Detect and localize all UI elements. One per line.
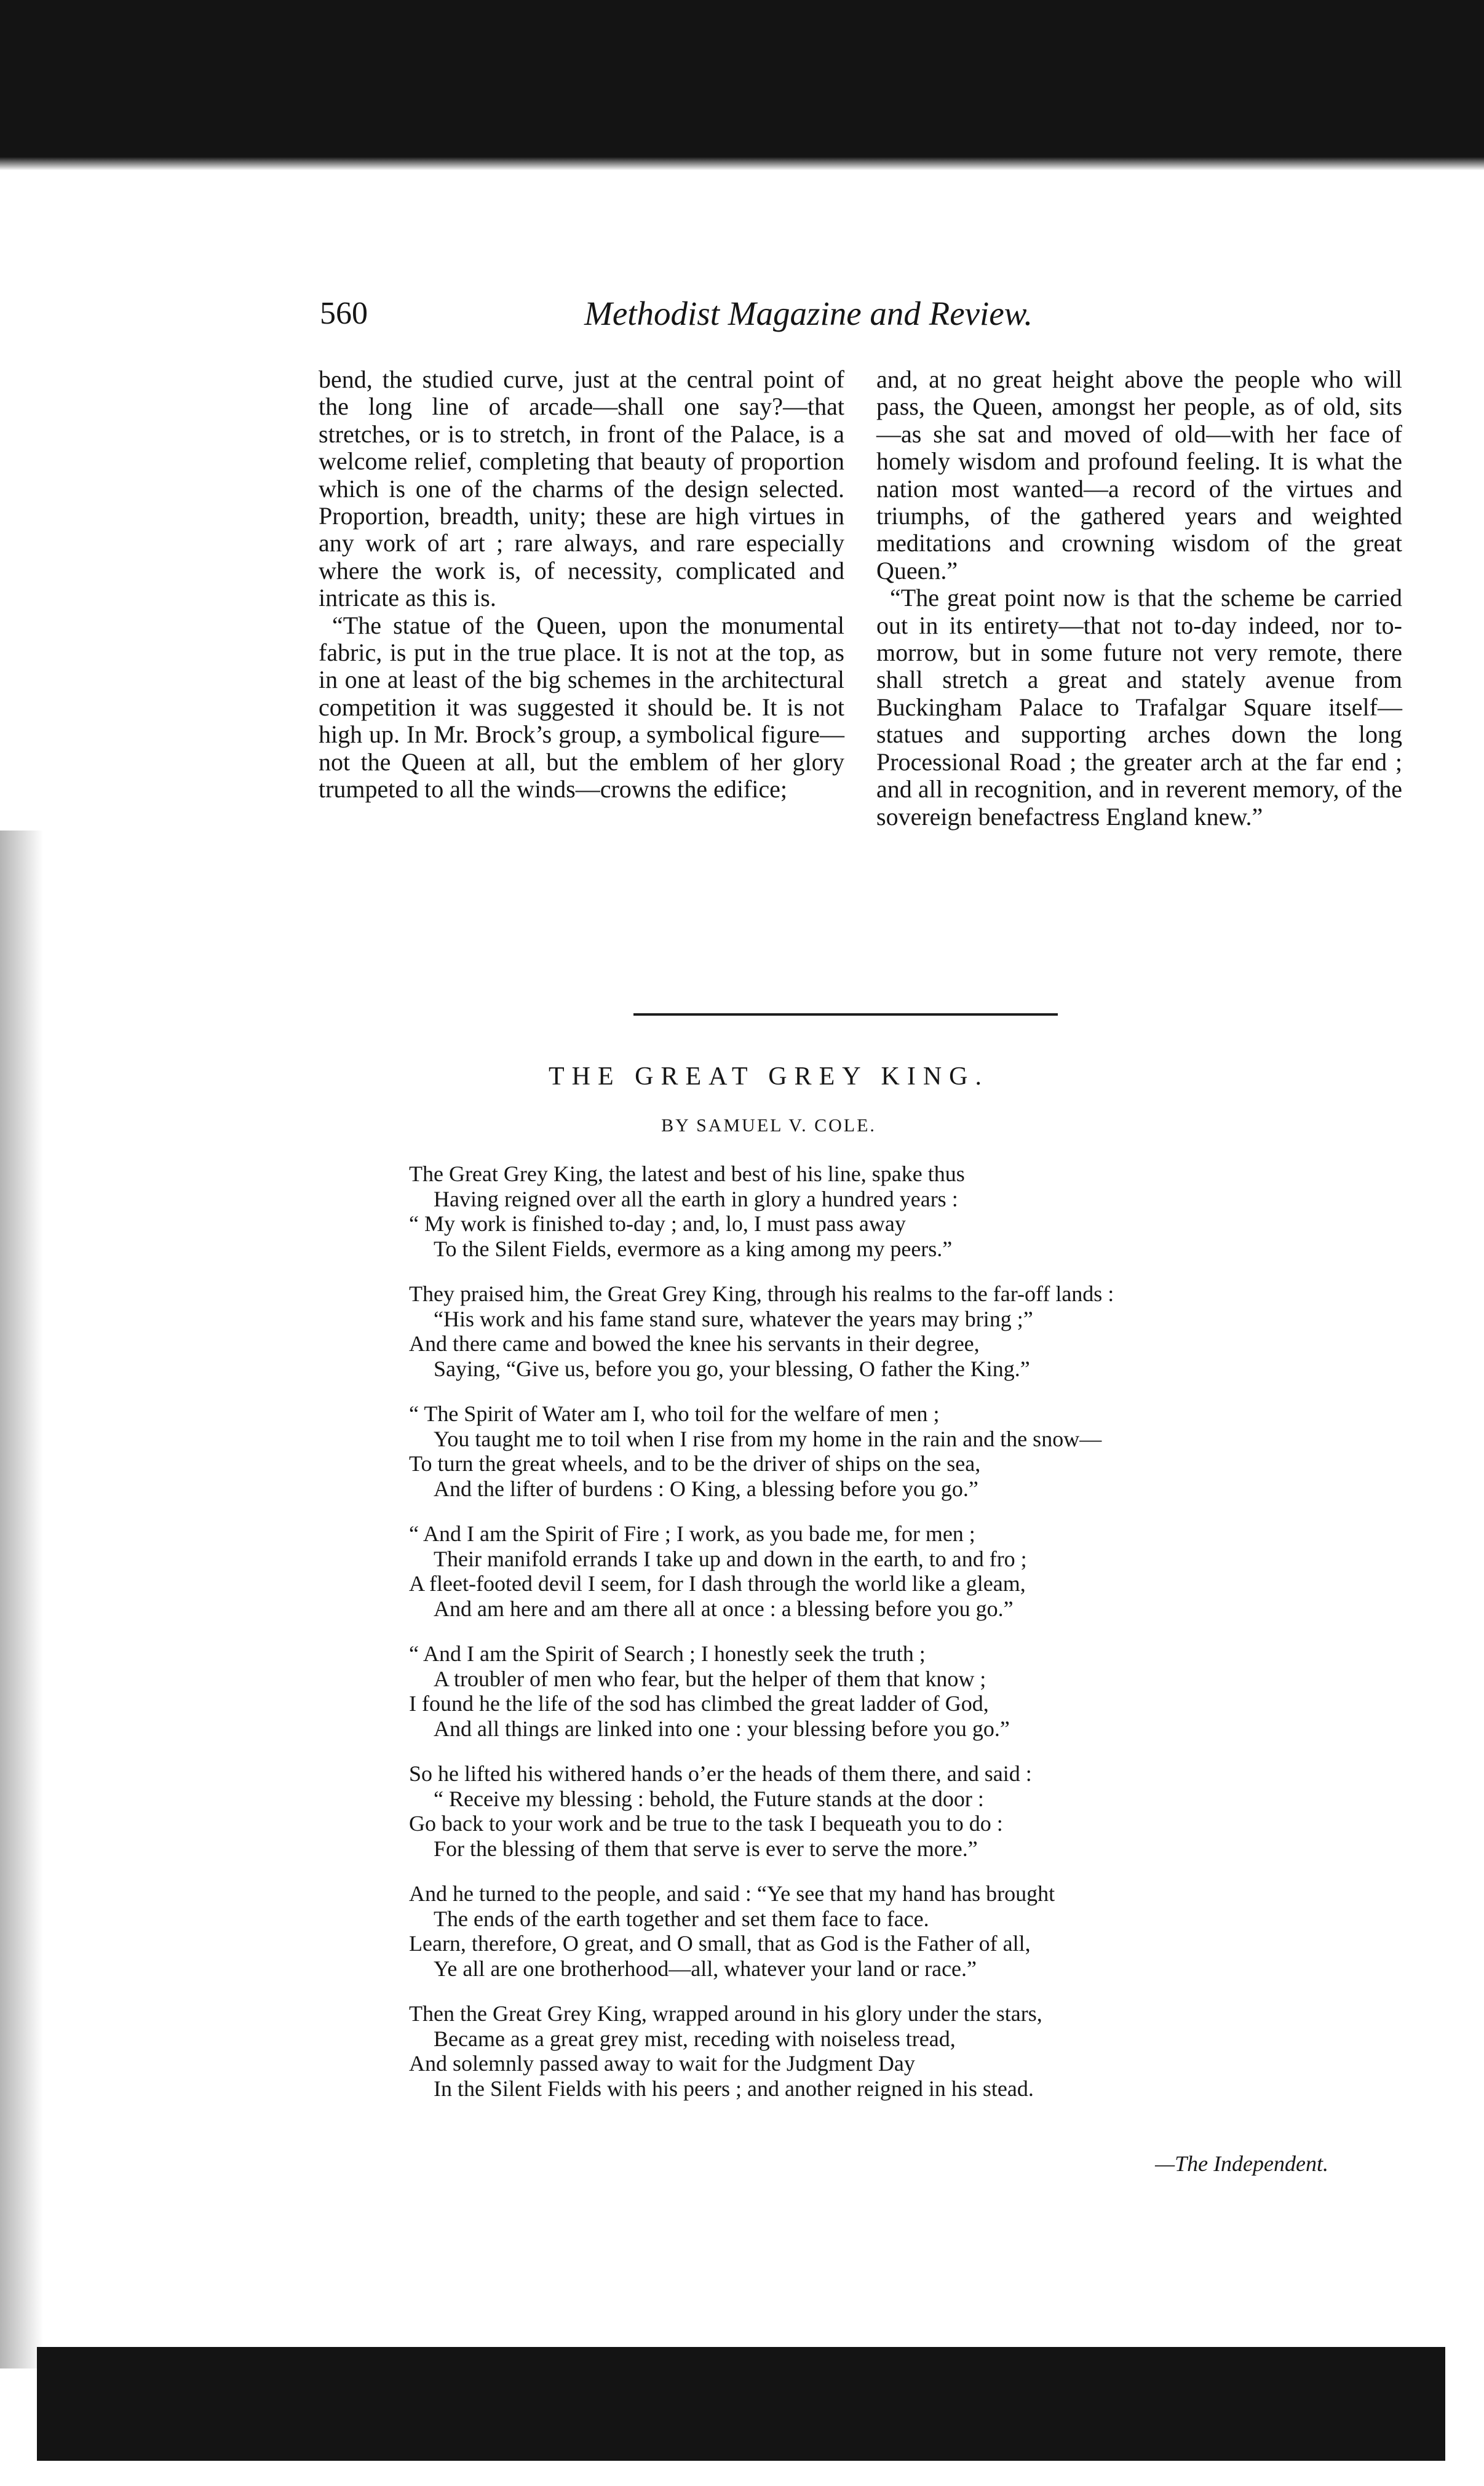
page-number: 560 — [320, 296, 368, 331]
article-column-right — [876, 366, 1402, 831]
page-header — [320, 289, 1125, 338]
poem-byline: BY SAMUEL V. COLE. — [661, 1115, 876, 1136]
poem-stanza — [409, 1521, 1393, 1621]
poem-line: “ And I am the Spirit of Fire ; I work, as you bade me, for men ; — [409, 1521, 975, 1546]
poem-line: And he turned to the people, and said : “Ye see that my hand has brought — [409, 1881, 1055, 1906]
poem-stanza — [409, 1641, 1393, 1741]
poem-line: Then the Great Grey King, wrapped around in his glory under the stars, — [409, 2001, 1042, 2026]
poem-line: In the Silent Fields with his peers ; and another reigned in his stead. — [434, 2076, 1034, 2101]
scan-border-bottom — [37, 2347, 1445, 2461]
poem-line: Go back to your work and be true to the task I bequeath you to do : — [409, 1811, 1003, 1836]
poem-line: “ Receive my blessing : behold, the Future stands at the door : — [434, 1786, 984, 1811]
poem-line: I found he the life of the sod has climbed the great ladder of God, — [409, 1691, 989, 1716]
scan-border-left — [0, 831, 43, 2368]
poem-stanza — [409, 1401, 1393, 1501]
poem-line: A troubler of men who fear, but the helper of them that know ; — [434, 1666, 986, 1691]
article-paragraph: “The statue of the Queen, upon the monumental fabric, is put in the true place. It is not at the top, as in one at least of the big schemes in the architectural competition it was suggested it should be. It is not high up. In Mr. Brock’s group, a symbolical figure—not the Queen at all, but the emblem of her glory trumpeted to all the winds—crowns the edifice; — [319, 611, 844, 803]
poem-line: A fleet-footed devil I seem, for I dash through the world like a gleam, — [409, 1571, 1026, 1596]
poem-line: Ye all are one brotherhood—all, whatever your land or race.” — [434, 1956, 977, 1981]
poem-line: And solemnly passed away to wait for the Judgment Day — [409, 2051, 915, 2076]
article-paragraph: bend, the studied curve, just at the central point of the long line of arcade—shall one say?—that stretches, or is to stretch, in front of the Palace, is a welcome relief, completing that beauty of proportion which is one of the charms of the design selected. Proportion, breadth, unity; these are high virtues in any work of art ; rare always, and rare especially where the work is, of necessity, complicated and intricate as this is. — [319, 365, 844, 612]
poem-line: To the Silent Fields, evermore as a king among my peers.” — [434, 1236, 953, 1261]
poem-line: To turn the great wheels, and to be the driver of ships on the sea, — [409, 1451, 981, 1476]
poem-line: And the lifter of burdens : O King, a blessing before you go.” — [434, 1476, 978, 1501]
poem-line: Saying, “Give us, before you go, your blessing, O father the King.” — [434, 1356, 1030, 1381]
poem-line: And there came and bowed the knee his servants in their degree, — [409, 1331, 980, 1356]
scan-border-top-edge — [0, 157, 1484, 170]
poem-line: “His work and his fame stand sure, whatever the years may bring ;” — [434, 1306, 1033, 1331]
poem-line: “ My work is finished to-day ; and, lo, I must pass away — [409, 1211, 906, 1236]
poem-line: They praised him, the Great Grey King, through his realms to the far-off lands : — [409, 1281, 1114, 1306]
poem-line: “ And I am the Spirit of Search ; I honestly seek the truth ; — [409, 1641, 926, 1666]
poem-line: “ The Spirit of Water am I, who toil for the welfare of men ; — [409, 1401, 940, 1426]
poem-stanza — [409, 1761, 1393, 1861]
poem-line: The Great Grey King, the latest and best of his line, spake thus — [409, 1161, 965, 1186]
poem-title: THE GREAT GREY KING. — [549, 1062, 989, 1091]
running-title: Methodist Magazine and Review. — [584, 295, 1033, 332]
poem-line: The ends of the earth together and set them face to face. — [434, 1906, 929, 1931]
poem-line: Became as a great grey mist, receding with noiseless tread, — [434, 2026, 956, 2051]
poem-stanza — [409, 1881, 1393, 1981]
poem-stanza — [409, 2001, 1393, 2101]
poem-line: And am here and am there all at once : a blessing before you go.” — [434, 1596, 1014, 1621]
poem-line: Learn, therefore, O great, and O small, that as God is the Father of all, — [409, 1931, 1031, 1956]
section-divider — [633, 1013, 1058, 1016]
poem-line: You taught me to toil when I rise from my home in the rain and the snow— — [434, 1426, 1102, 1451]
article-paragraph: and, at no great height above the people who will pass, the Queen, amongst her people, as of old, sits—as she sat and moved of old—with her face of homely wisdom and profound feeling. It is what the nation most wanted—a record of the virtues and triumphs, of the gathered years and weighted meditations and crowning wisdom of the great Queen.” — [876, 365, 1402, 584]
article-paragraph: “The great point now is that the scheme be carried out in its entirety—that not to-day indeed, nor to-morrow, but in some future not very remote, there shall stretch a great and stately avenue from Buckingham Palace to Trafalgar Square itself—statues and supporting arches down the long Processional Road ; the greater arch at the far end ; and all in recognition, and in reverent memory, of the sovereign benefactress England knew.” — [876, 584, 1402, 831]
poem-line: So he lifted his withered hands o’er the heads of them there, and said : — [409, 1761, 1032, 1786]
poem-body — [409, 1161, 1393, 2121]
scan-border-top — [0, 0, 1484, 166]
poem-line: For the blessing of them that serve is ever to serve the more.” — [434, 1836, 978, 1861]
poem-line: Having reigned over all the earth in glory a hundred years : — [434, 1186, 958, 1211]
poem-stanza — [409, 1281, 1393, 1381]
article-column-left — [319, 366, 844, 803]
poem-stanza — [409, 1161, 1393, 1261]
poem-attribution: —The Independent. — [1155, 2151, 1328, 2176]
poem-line: Their manifold errands I take up and down in the earth, to and fro ; — [434, 1546, 1027, 1571]
poem-line: And all things are linked into one : your blessing before you go.” — [434, 1716, 1010, 1741]
